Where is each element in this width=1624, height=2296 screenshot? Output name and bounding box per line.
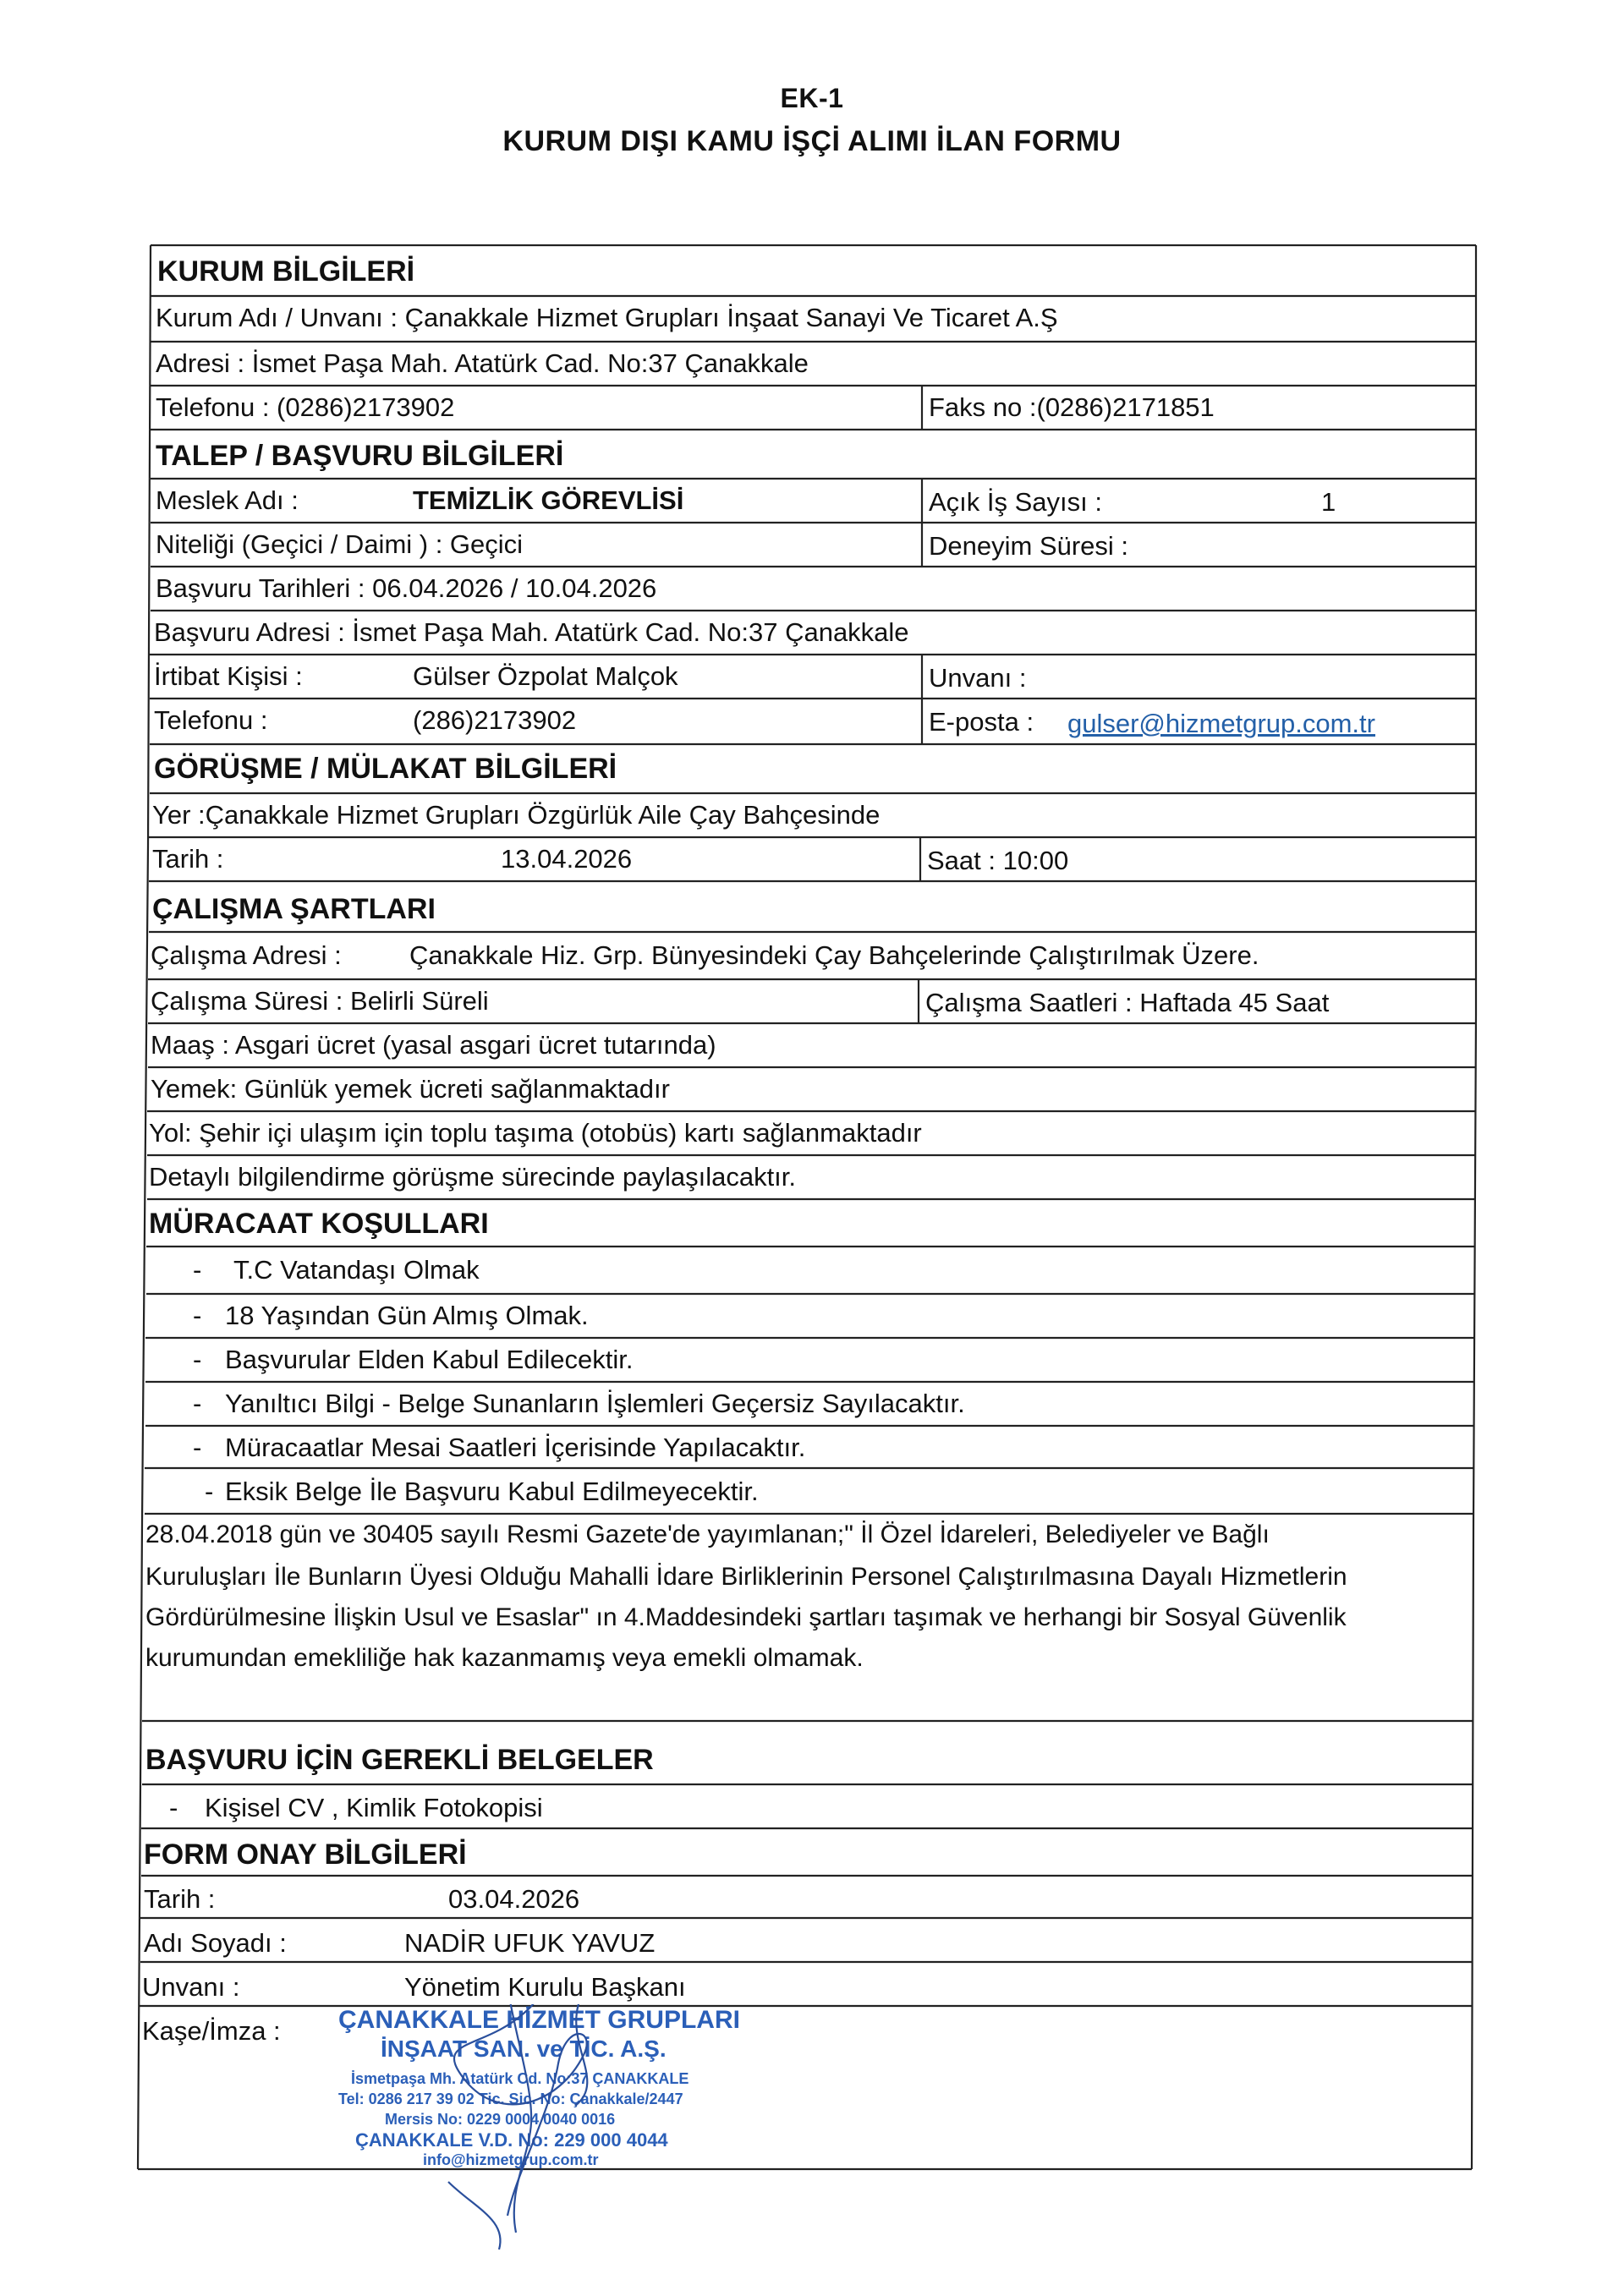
yemek-line: Yemek: Günlük yemek ücreti sağlanmaktadır bbox=[151, 1074, 670, 1104]
basvuru-tarihleri: Başvuru Tarihleri : 06.04.2026 / 10.04.2026 bbox=[156, 573, 657, 603]
form-title: KURUM DIŞI KAMU İŞÇİ ALIMI İLAN FORMU bbox=[502, 125, 1122, 157]
calisma-saatleri: Çalışma Saatleri : Haftada 45 Saat bbox=[925, 988, 1330, 1017]
kase-imza-label: Kaşe/İmza : bbox=[142, 2016, 281, 2046]
onay-tarih-label: Tarih : bbox=[144, 1884, 216, 1914]
acik-is-label: Açık İş Sayısı : bbox=[929, 487, 1102, 517]
acik-is-value: 1 bbox=[1321, 487, 1336, 517]
meslek-value: TEMİZLİK GÖREVLİSİ bbox=[413, 485, 684, 515]
onay-ad-value: NADİR UFUK YAVUZ bbox=[404, 1928, 656, 1958]
annex-label: EK-1 bbox=[780, 83, 844, 113]
eposta-label: E-posta : bbox=[929, 707, 1034, 737]
gorusme-tarih-label: Tarih : bbox=[152, 844, 224, 874]
kurum-name: Kurum Adı / Unvanı : Çanakkale Hizmet Grupları İnşaat Sanayi Ve Ticaret A.Ş bbox=[156, 303, 1058, 332]
section-onay-title: FORM ONAY BİLGİLERİ bbox=[144, 1838, 467, 1871]
belgeler-item: Kişisel CV , Kimlik Fotokopisi bbox=[205, 1793, 543, 1822]
stamp-line: İNŞAAT SAN. ve TİC. A.Ş. bbox=[381, 2036, 667, 2062]
stamp-line: ÇANAKKALE V.D. No: 229 000 4044 bbox=[355, 2129, 668, 2151]
stamp-line: Tel: 0286 217 39 02 Tic. Sic. No: Çanakkale/2447 bbox=[338, 2091, 683, 2107]
list-item: Müracaatlar Mesai Saatleri İçerisinde Yapılacaktır. bbox=[225, 1433, 806, 1462]
list-item: Eksik Belge İle Başvuru Kabul Edilmeyecektir. bbox=[225, 1477, 759, 1506]
list-item: T.C Vatandaşı Olmak bbox=[233, 1255, 480, 1285]
irtibat-label: İrtibat Kişisi : bbox=[154, 661, 303, 691]
list-bullet: - bbox=[193, 1255, 202, 1285]
eposta-link[interactable]: gulser@hizmetgrup.com.tr bbox=[1067, 709, 1375, 738]
irtibat-telefon-label: Telefonu : bbox=[154, 705, 268, 735]
nitelik-line: Niteliği (Geçici / Daimi ) : Geçici bbox=[156, 529, 524, 559]
calisma-adres-value: Çanakkale Hiz. Grp. Bünyesindeki Çay Bahçelerinde Çalıştırılmak Üzere. bbox=[409, 940, 1259, 970]
list-bullet: - bbox=[193, 1389, 202, 1418]
section-calisma-title: ÇALIŞMA ŞARTLARI bbox=[152, 893, 436, 925]
stamp-line: info@hizmetgrup.com.tr bbox=[423, 2151, 599, 2168]
list-bullet: - bbox=[193, 1345, 202, 1374]
list-item: Başvurular Elden Kabul Edilecektir. bbox=[225, 1345, 634, 1374]
section-muracaat-title: MÜRACAAT KOŞULLARI bbox=[149, 1208, 489, 1240]
deneyim-label: Deneyim Süresi : bbox=[929, 531, 1129, 561]
gorusme-saat: Saat : 10:00 bbox=[927, 846, 1069, 875]
yol-line: Yol: Şehir içi ulaşım için toplu taşıma (otobüs) kartı sağlanmaktadır bbox=[149, 1118, 922, 1148]
company-stamp bbox=[304, 2004, 778, 2258]
list-item: Yanıltıcı Bilgi - Belge Sunanların İşlemleri Geçersiz Sayılacaktır. bbox=[225, 1389, 965, 1418]
onay-unvan-value: Yönetim Kurulu Başkanı bbox=[404, 1972, 686, 2002]
list-item: 18 Yaşından Gün Almış Olmak. bbox=[225, 1301, 589, 1330]
list-bullet: - bbox=[169, 1793, 178, 1822]
section-talep-title: TALEP / BAŞVURU BİLGİLERİ bbox=[156, 440, 564, 472]
gorusme-yer: Yer :Çanakkale Hizmet Grupları Özgürlük Aile Çay Bahçesinde bbox=[152, 800, 881, 830]
stamp-line: İsmetpaşa Mh. Atatürk Cd. No:37 ÇANAKKALE bbox=[351, 2070, 689, 2087]
calisma-suresi: Çalışma Süresi : Belirli Süreli bbox=[151, 986, 489, 1016]
irtibat-unvan-label: Unvanı : bbox=[929, 663, 1027, 693]
section-gorusme-title: GÖRÜŞME / MÜLAKAT BİLGİLERİ bbox=[154, 753, 617, 785]
onay-unvan-label: Unvanı : bbox=[142, 1972, 240, 2002]
legal-paragraph-line: 28.04.2018 gün ve 30405 sayılı Resmi Gazete'de yayımlanan;" İl Özel İdareleri, Belediyeler ve Bağlı bbox=[145, 1521, 1270, 1548]
list-bullet: - bbox=[205, 1477, 214, 1506]
legal-paragraph-line: Kuruluşları İle Bunların Üyesi Olduğu Mahalli İdare Birliklerinin Personel Çalıştırılmasına Dayalı Hizmetlerin bbox=[145, 1563, 1347, 1591]
legal-paragraph-line: Gördürülmesine İlişkin Usul ve Esaslar" ın 4.Maddesindeki şartları taşımak ve herhangi bir Sosyal Güvenlik bbox=[145, 1603, 1347, 1631]
list-bullet: - bbox=[193, 1301, 202, 1330]
kurum-fax: Faks no :(0286)2171851 bbox=[929, 392, 1215, 422]
onay-tarih-value: 03.04.2026 bbox=[448, 1884, 580, 1914]
calisma-adres-label: Çalışma Adresi : bbox=[151, 940, 342, 970]
kurum-phone: Telefonu : (0286)2173902 bbox=[156, 392, 455, 422]
irtibat-value: Gülser Özpolat Malçok bbox=[413, 661, 678, 691]
irtibat-telefon-value: (286)2173902 bbox=[413, 705, 577, 735]
gorusme-tarih-value: 13.04.2026 bbox=[501, 844, 633, 874]
basvuru-adresi: Başvuru Adresi : İsmet Paşa Mah. Atatürk Cad. No:37 Çanakkale bbox=[154, 617, 909, 647]
stamp-line: ÇANAKKALE HİZMET GRUPLARI bbox=[338, 2006, 740, 2034]
stamp-line: Mersis No: 0229 0004 0040 0016 bbox=[385, 2111, 616, 2128]
maas-line: Maaş : Asgari ücret (yasal asgari ücret tutarında) bbox=[151, 1030, 716, 1060]
list-bullet: - bbox=[193, 1433, 202, 1462]
onay-ad-label: Adı Soyadı : bbox=[144, 1928, 287, 1958]
section-kurum-title: KURUM BİLGİLERİ bbox=[157, 255, 415, 288]
meslek-label: Meslek Adı : bbox=[156, 485, 299, 515]
section-belgeler-title: BAŞVURU İÇİN GEREKLİ BELGELER bbox=[145, 1744, 654, 1776]
legal-paragraph-line: kurumundan emekliliğe hak kazanmamış veya emekli olmamak. bbox=[145, 1644, 864, 1672]
kurum-address: Adresi : İsmet Paşa Mah. Atatürk Cad. No:37 Çanakkale bbox=[156, 348, 809, 378]
detay-line: Detaylı bilgilendirme görüşme sürecinde paylaşılacaktır. bbox=[149, 1162, 797, 1192]
